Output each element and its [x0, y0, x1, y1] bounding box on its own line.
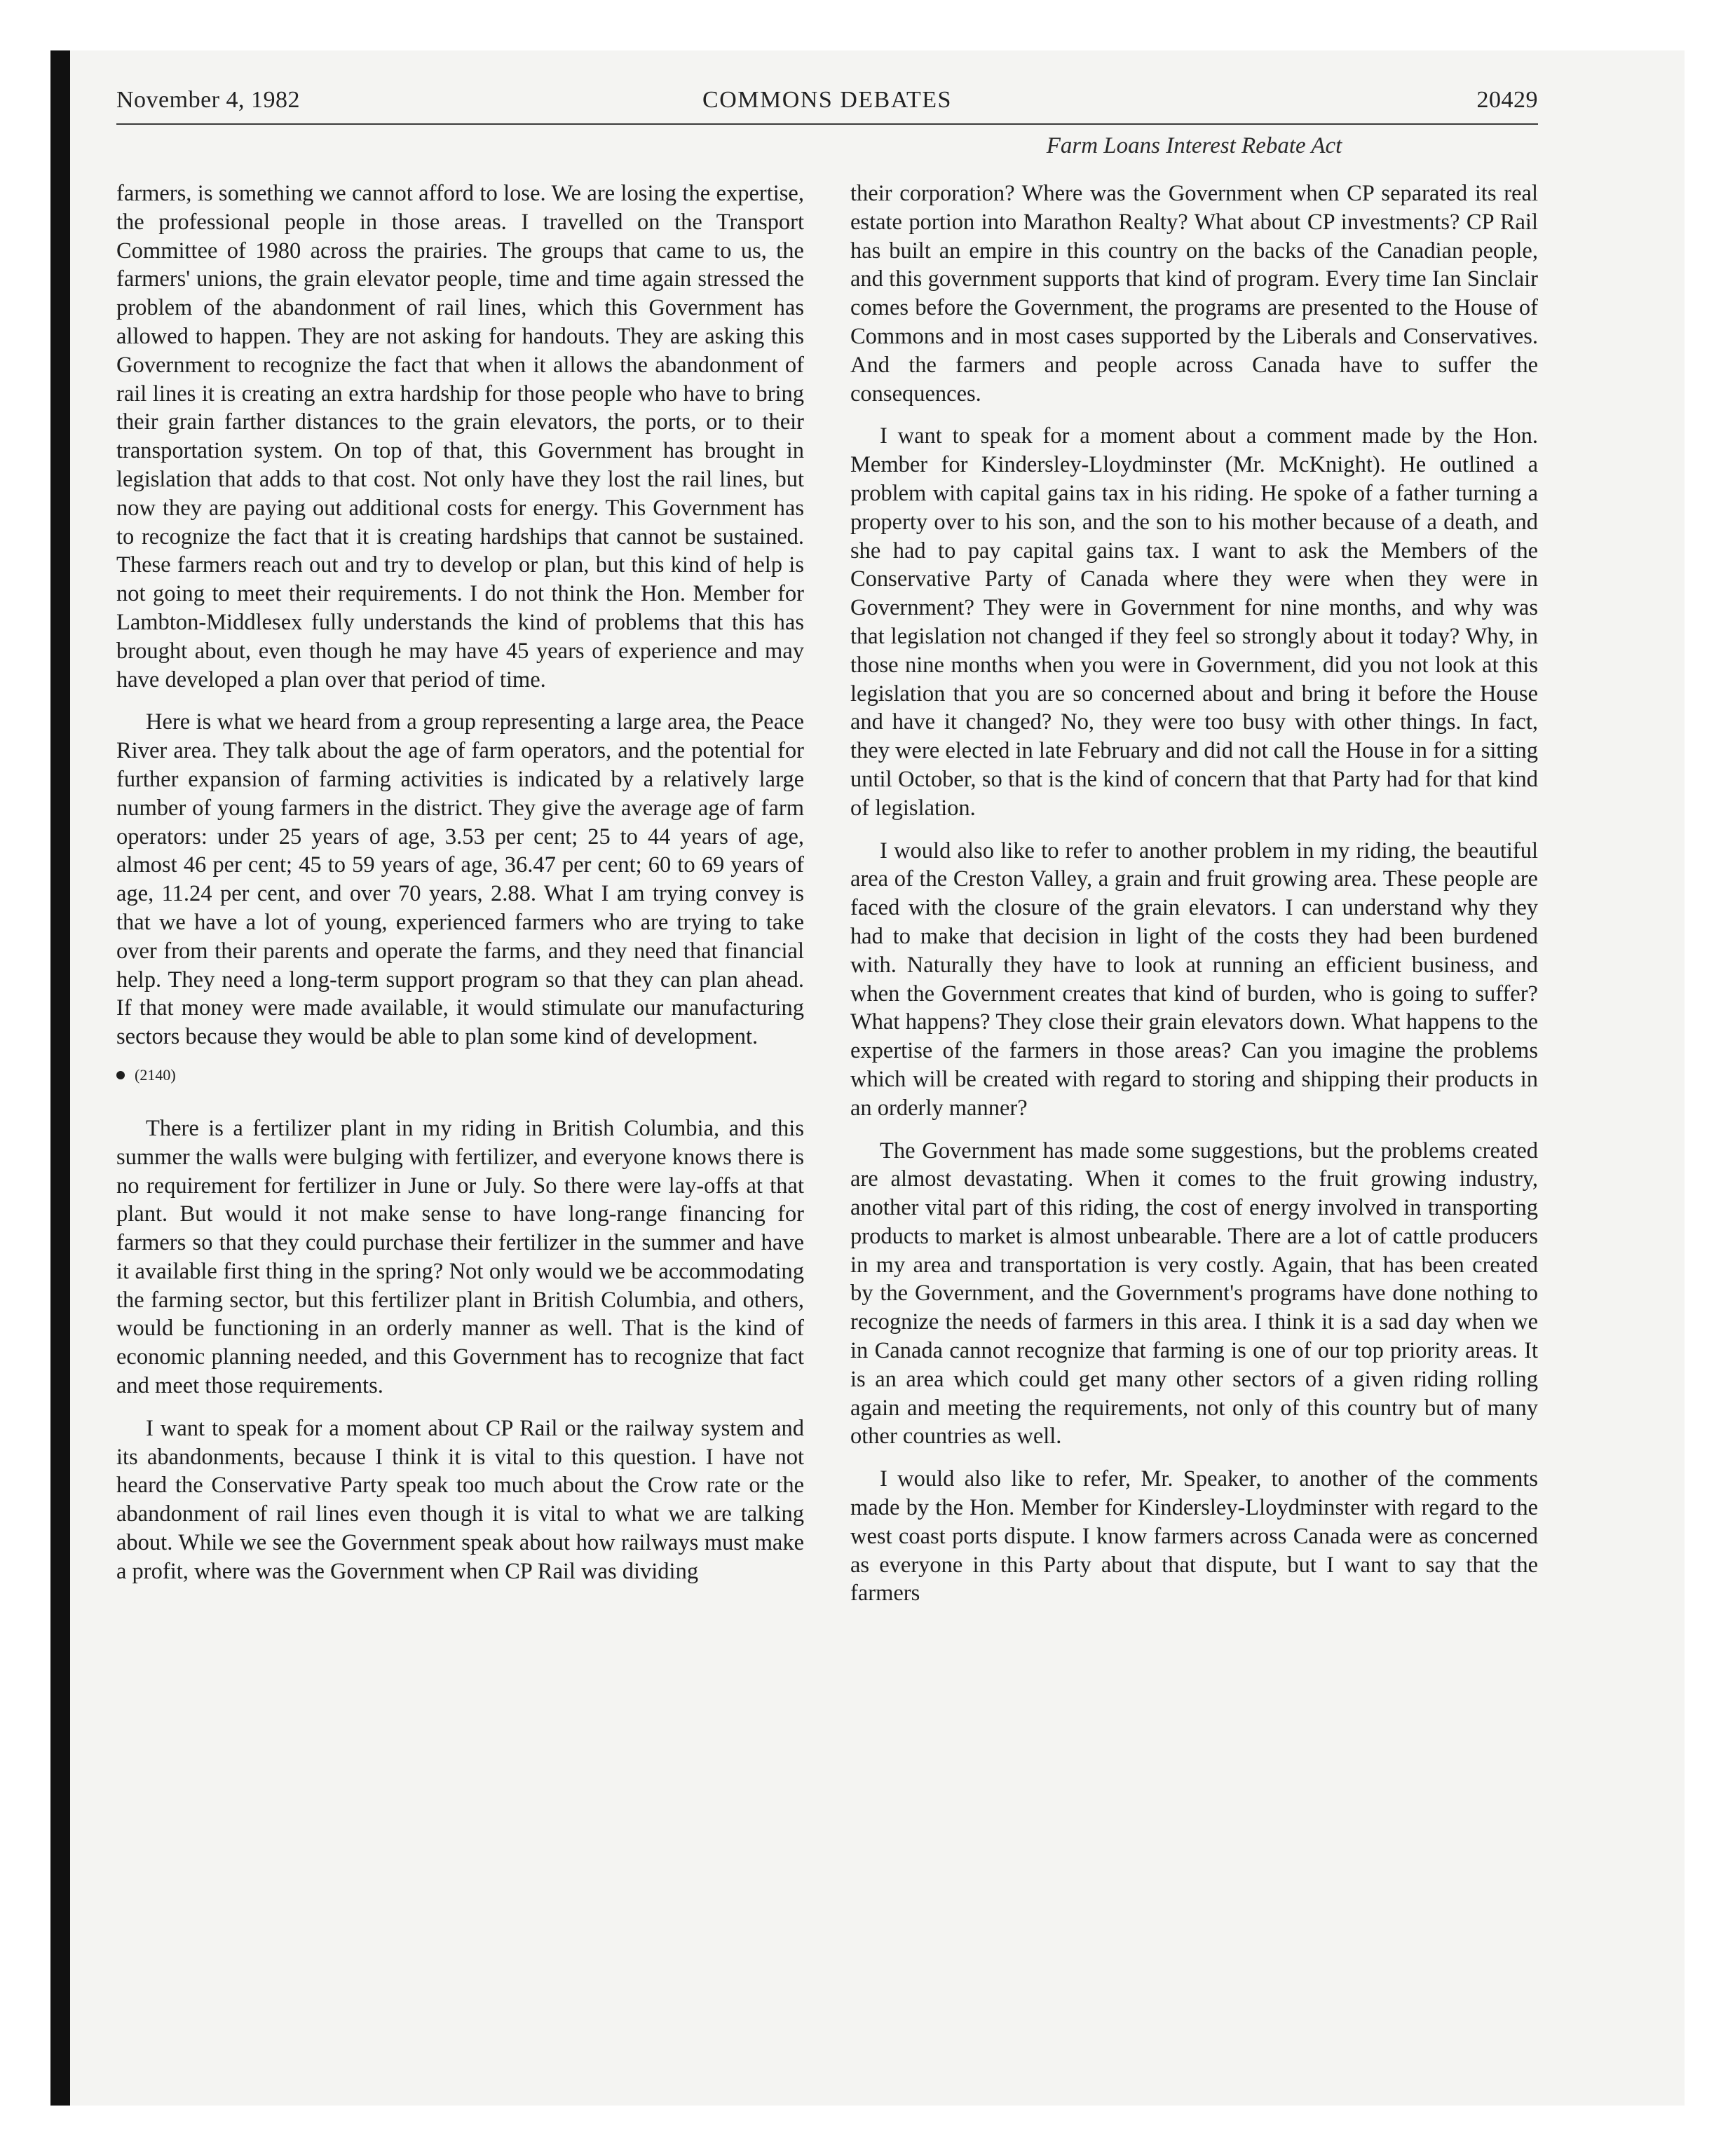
time-marker — [116, 1065, 804, 1085]
header-date: November 4, 1982 — [116, 87, 301, 113]
right-column — [850, 179, 1538, 1622]
page-header — [116, 83, 1538, 125]
left-column — [116, 179, 804, 1600]
paragraph: I would also like to refer to another problem in my riding, the beautiful area of the Creston Valley, a grain and fruit growing area. These people are faced with the closure of the grain elevators. I can understand why they had to make that decision in light of the costs they had been burdened with. Naturally they have to look at running an efficient business, and when the Government creates that kind of burden, who is going to suffer? What happens? They close their grain elevators down. What happens to the expertise of the farmers in those areas? Can you imagine the problems which will be created with regard to storing and shipping their products in an orderly manner? — [850, 838, 1538, 1121]
paragraph: I want to speak for a moment about a comment made by the Hon. Member for Kindersley-Lloydminster (Mr. McKnight). He outlined a problem with capital gains tax in his riding. He spoke of a father turning a property over to his son, and the son to his mother because of a death, and she had to pay capital gains tax. I want to ask the Members of the Conservative Party of Canada where they were when they were in Government? They were in Government for nine months, and why was that legislation not changed if they feel so strongly about it today? Why, in those nine months when you were in Government, did you not look at this legislation that you are so concerned about and bring it before the House and have it changed? No, they were too busy with other things. In fact, they were elected in late February and did not call the House in for a sitting until October, so that is the kind of concern that that Party had for that kind of legislation. — [850, 423, 1538, 821]
header-publication: COMMONS DEBATES — [702, 87, 952, 113]
paragraph: Here is what we heard from a group representing a large area, the Peace River area. They talk about the age of farm operators, and the potential for further expansion of farming activities is indicated by a relatively large number of young farmers in the district. They give the average age of farm operators: under 25 years of age, 3.53 per cent; 25 to 44 years of age, almost 46 per cent; 45 to 59 years of age, 36.47 per cent; 60 to 69 years of age, 11.24 per cent, and over 70 years, 2.88. What I am trying convey is that we have a lot of young, experienced farmers who are trying to take over from their parents and operate the farms, and they need that financial help. They need a long-term support program so that they can plan ahead. If that money were made available, it would stimulate our manufacturing sectors because they would be able to plan some kind of development. — [116, 709, 804, 1050]
paragraph: I would also like to refer, Mr. Speaker, to another of the comments made by the Hon. Member for Kindersley-Lloydminster with regard to the west coast ports dispute. I know farmers across Canada were as concerned as everyone in this Party about that dispute, but I want to say that the farmers — [850, 1466, 1538, 1606]
paragraph: There is a fertilizer plant in my riding in British Columbia, and this summer the walls were bulging with fertilizer, and everyone knows there is no requirement for fertilizer in June or July. So there were lay-offs at that plant. But would it not make sense to have long-range financing for farmers so that they could purchase their fertilizer in the summer and have it available first thing in the spring? Not only would we be accommodating the farming sector, but this fertilizer plant in British Columbia, and others, would be functioning in an orderly manner as well. That is the kind of economic planning needed, and this Government has to recognize that fact and meet those requirements. — [116, 1115, 804, 1399]
paragraph: I want to speak for a moment about CP Rail or the railway system and its abandonments, because I think it is vital to this question. I have not heard the Conservative Party speak too much about the Crow rate or the abandonment of rail lines even though it is vital to what we are talking about. While we see the Government speak about how railways must make a profit, where was the Government when CP Rail was dividing — [116, 1415, 804, 1584]
binding-edge — [50, 50, 70, 2106]
running-head: Farm Loans Interest Rebate Act — [1046, 133, 1342, 158]
paragraph: The Government has made some suggestions, but the problems created are almost devastating. When it comes to the fruit growing industry, another vital part of this riding, the cost of energy involved in transporting products to market is almost unbearable. There are a lot of cattle producers in my area and transportation is very costly. Again, that has been created by the Government, and the Government's programs have done nothing to recognize the needs of farmers in this area. I think it is a sad day when we in Canada cannot recognize that farming is one of our top priority areas. It is an area which could get many other sectors of a given riding rolling again and meeting the requirements, not only of this country but of many other countries as well. — [850, 1138, 1538, 1449]
time-marker-text: (2140) — [135, 1065, 176, 1084]
paragraph: their corporation? Where was the Government when CP separated its real estate portion into Marathon Realty? What about CP investments? CP Rail has built an empire in this country on the backs of the Canadian people, and this government supports that kind of program. Every time Ian Sinclair comes before the Government, the programs are presented to the House of Commons and in most cases supported by the Liberals and Conservatives. And the farmers and people across Canada have to suffer the consequences. — [850, 181, 1538, 407]
paragraph: farmers, is something we cannot afford to lose. We are losing the expertise, the professional people in those areas. I travelled on the Transport Committee of 1980 across the prairies. The groups that came to us, the farmers' unions, the grain elevator people, time and time again stressed the problem of the abandonment of rail lines, which this Government has allowed to happen. They are not asking for handouts. They are asking this Government to recognize the fact that when it allows the abandonment of rail lines it is creating an extra hardship for those people who have to bring their grain farther distances to the grain elevators, the ports, or to their transportation system. On top of that, this Government has brought in legislation that adds to that cost. Not only have they lost the rail lines, but now they are paying out additional costs for energy. This Government has to recognize the fact that it is creating hardships that cannot be sustained. These farmers reach out and try to develop or plan, but this kind of help is not going to meet their requirements. I do not think the Hon. Member for Lambton-Middlesex fully understands the kind of problems that this has brought about, even though he may have 45 years of experience and may have developed a plan over that period of time. — [116, 181, 804, 692]
bullet-icon — [116, 1071, 125, 1079]
header-page-number: 20429 — [1476, 87, 1538, 113]
